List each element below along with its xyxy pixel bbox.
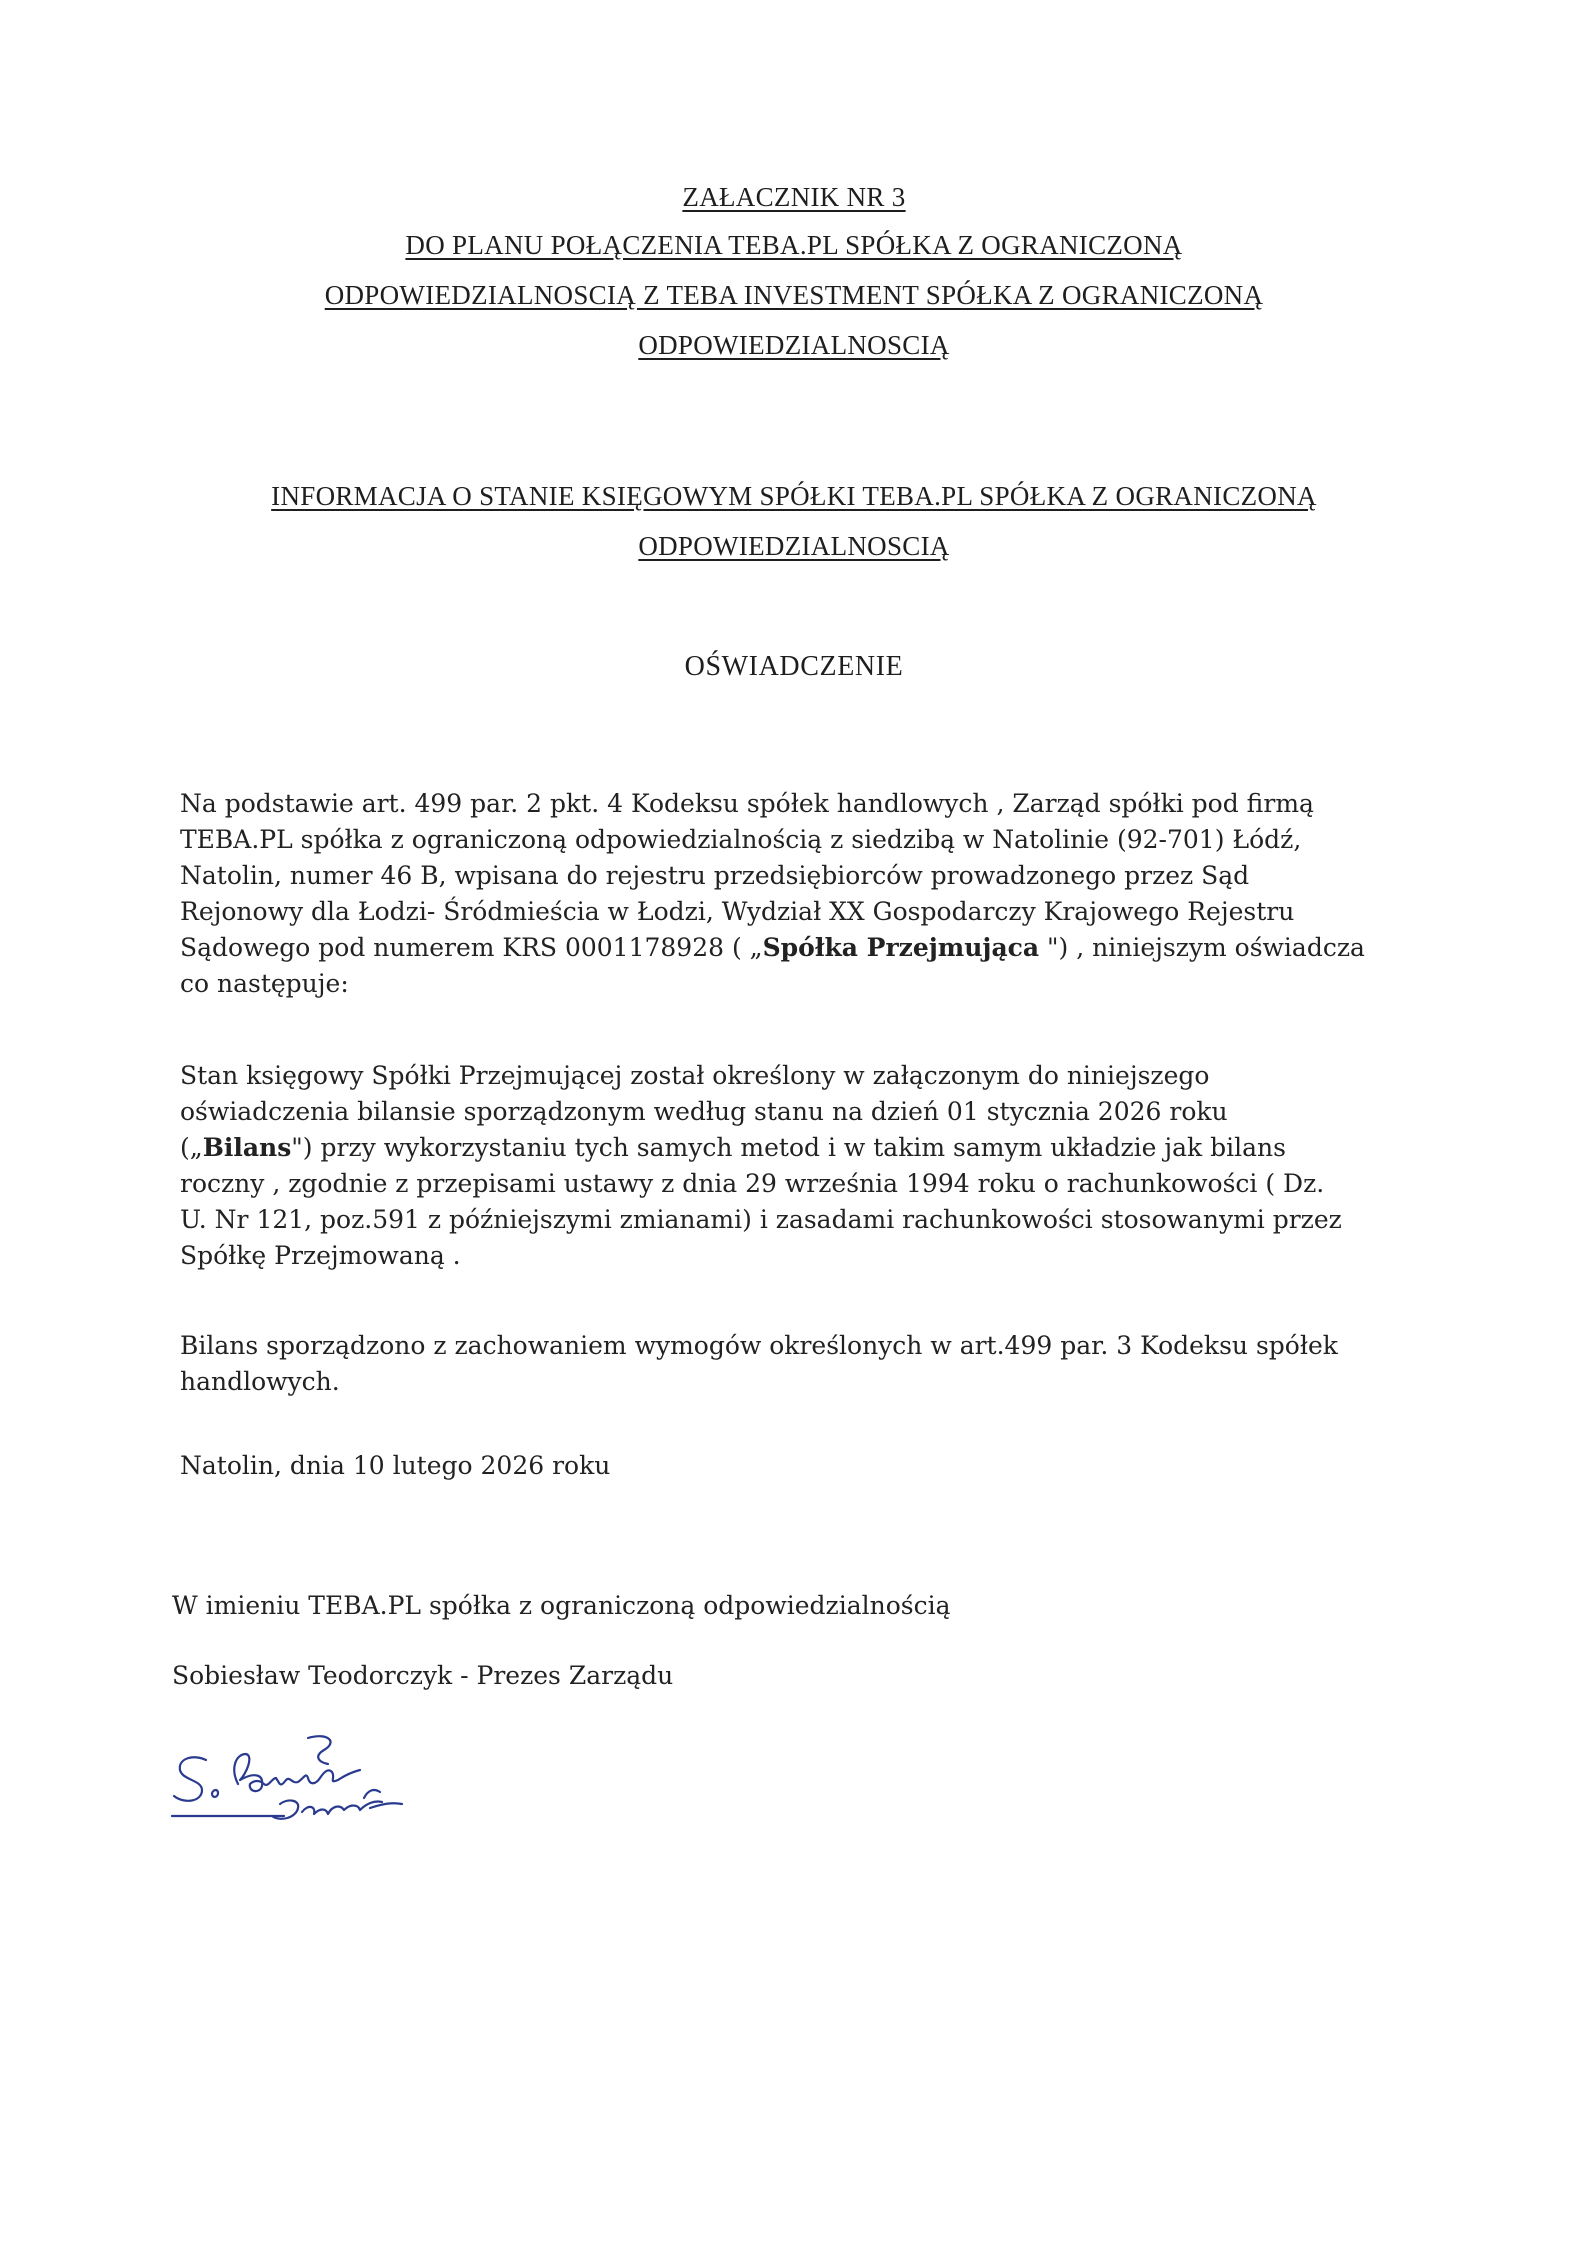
merger-plan-heading-line-2: ODPOWIEDZIALNOSCIĄ Z TEBA INVESTMENT SPÓŁKA Z OGRANICZONĄ	[324, 280, 1264, 310]
defined-term-balance: Bilans	[202, 1133, 292, 1162]
statement-title: OŚWIADCZENIE	[684, 651, 904, 682]
text-segment: ") , niniejszym oświadcza	[1039, 933, 1365, 962]
text-segment: („	[180, 1133, 203, 1162]
paragraph-line	[180, 1132, 1420, 1164]
paragraph-line: co następuje:	[180, 969, 349, 998]
paragraph-line: TEBA.PL spółka z ograniczoną odpowiedzialnością z siedzibą w Natolinie (92-701) Łódź,	[180, 825, 1302, 854]
paragraph-line: Rejonowy dla Łodzi- Śródmieścia w Łodzi, Wydział XX Gospodarczy Krajowego Rejestru	[180, 897, 1295, 926]
annex-number-heading: ZAŁACZNIK NR 3	[682, 182, 906, 212]
accounting-info-heading-line-1: INFORMACJA O STANIE KSIĘGOWYM SPÓŁKI TEBA.PL SPÓŁKA Z OGRANICZONĄ	[271, 481, 1317, 511]
paragraph-line: U. Nr 121, poz.591 z późniejszymi zmianami) i zasadami rachunkowości stosowanymi przez	[180, 1205, 1342, 1234]
accounting-info-heading-line-2: ODPOWIEDZIALNOSCIĄ	[638, 531, 950, 561]
paragraph-line: Spółkę Przejmowaną .	[180, 1241, 461, 1270]
paragraph-line: Bilans sporządzono z zachowaniem wymogów określonych w art.499 par. 3 Kodeksu spółek	[180, 1331, 1338, 1360]
paragraph-line: Na podstawie art. 499 par. 2 pkt. 4 Kodeksu spółek handlowych , Zarząd spółki pod firmą	[180, 789, 1314, 818]
on-behalf-of-company: W imieniu TEBA.PL spółka z ograniczoną odpowiedzialnością	[172, 1591, 951, 1620]
paragraph-line: Natolin, numer 46 B, wpisana do rejestru przedsiębiorców prowadzonego przez Sąd	[180, 861, 1250, 890]
signature-drawing	[168, 1728, 508, 1838]
signatory-name-and-role: Sobiesław Teodorczyk - Prezes Zarządu	[172, 1661, 674, 1690]
paragraph-line	[180, 932, 1420, 964]
paragraph-line: roczny , zgodnie z przepisami ustawy z dnia 29 września 1994 roku o rachunkowości ( Dz.	[180, 1169, 1325, 1198]
text-segment: ") przy wykorzystaniu tych samych metod i w takim samym układzie jak bilans	[291, 1133, 1286, 1162]
handwritten-signature	[168, 1728, 508, 1838]
place-and-date: Natolin, dnia 10 lutego 2026 roku	[180, 1451, 611, 1480]
merger-plan-heading-line-1: DO PLANU POŁĄCZENIA TEBA.PL SPÓŁKA Z OGRANICZONĄ	[405, 230, 1183, 260]
defined-term-acquiring-company: Spółka Przejmująca	[762, 933, 1040, 962]
paragraph-line: oświadczenia bilansie sporządzonym według stanu na dzień 01 stycznia 2026 roku	[180, 1097, 1228, 1126]
paragraph-line: Stan księgowy Spółki Przejmującej został określony w załączonym do niniejszego	[180, 1061, 1210, 1090]
merger-plan-heading-line-3: ODPOWIEDZIALNOSCIĄ	[638, 330, 950, 360]
paragraph-line: handlowych.	[180, 1367, 340, 1396]
text-segment: Sądowego pod numerem KRS 0001178928 ( „	[180, 933, 763, 962]
